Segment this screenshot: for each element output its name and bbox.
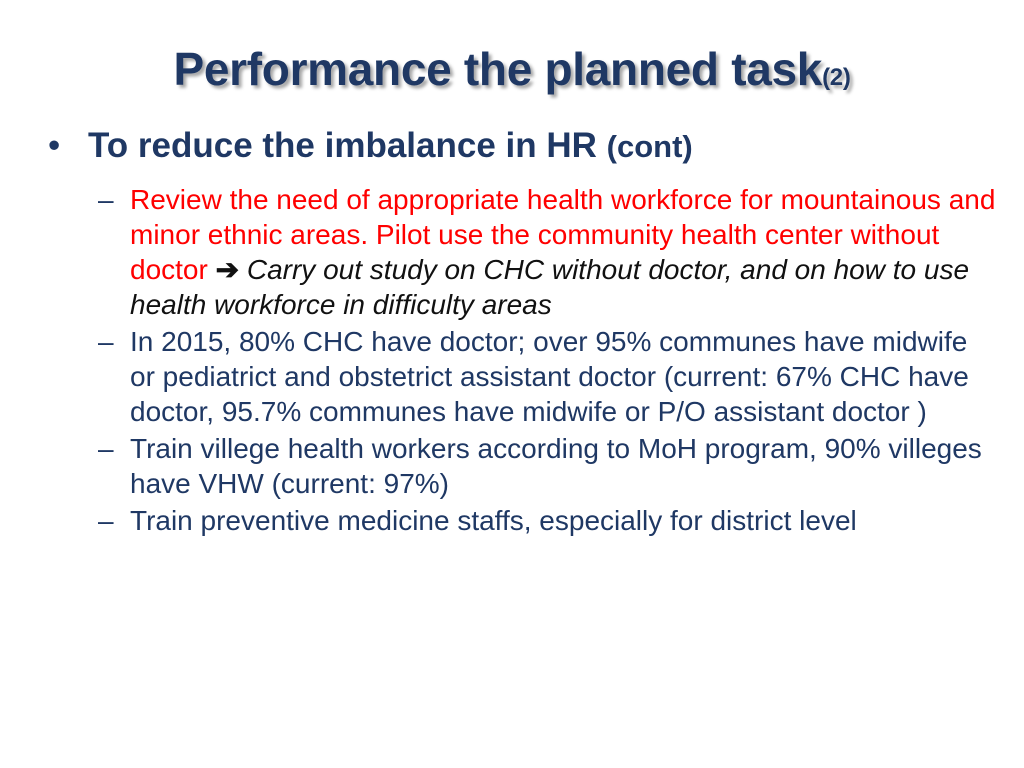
- slide-title: [0, 42, 1024, 96]
- sub-bullet-item: [98, 431, 998, 501]
- sub-bullet-item: [98, 503, 998, 538]
- sub-bullet-item: [98, 324, 998, 429]
- bullet-heading-suffix: (cont): [606, 129, 693, 164]
- dash-marker: –: [98, 505, 114, 536]
- slide-title-text: Performance the planned task: [173, 43, 823, 95]
- slide-title-suffix: (2): [822, 64, 851, 91]
- italic-note: Carry out study on CHC without doctor, and on how to use health workforce in difficulty areas: [130, 254, 970, 320]
- dash-marker: –: [98, 184, 114, 215]
- sub-bullet-text: Train villege health workers according to MoH program, 90% villeges have VHW (current: 97%): [130, 433, 982, 499]
- sub-bullet-text: Train preventive medicine staffs, especially for district level: [130, 505, 857, 536]
- main-bullet: [48, 126, 693, 166]
- dash-marker: –: [98, 326, 114, 357]
- highlighted-text: Review the need of appropriate health workforce for mountainous and minor ethnic areas. Pilot use the community health center without doctor: [130, 184, 996, 285]
- dash-marker: –: [98, 433, 114, 464]
- sub-bullet-item: [98, 182, 998, 322]
- sub-bullet-text: In 2015, 80% CHC have doctor; over 95% communes have midwife or pediatrict and obstetrict assistant doctor (current: 67% CHC have doctor, 95.7% communes have midwife or P/O assistant doctor ): [130, 326, 969, 427]
- bullet-marker: •: [48, 126, 61, 165]
- sub-bullet-list: [98, 182, 998, 540]
- arrow-right-icon: ➔: [215, 254, 240, 285]
- bullet-heading: To reduce the imbalance in HR: [88, 126, 597, 165]
